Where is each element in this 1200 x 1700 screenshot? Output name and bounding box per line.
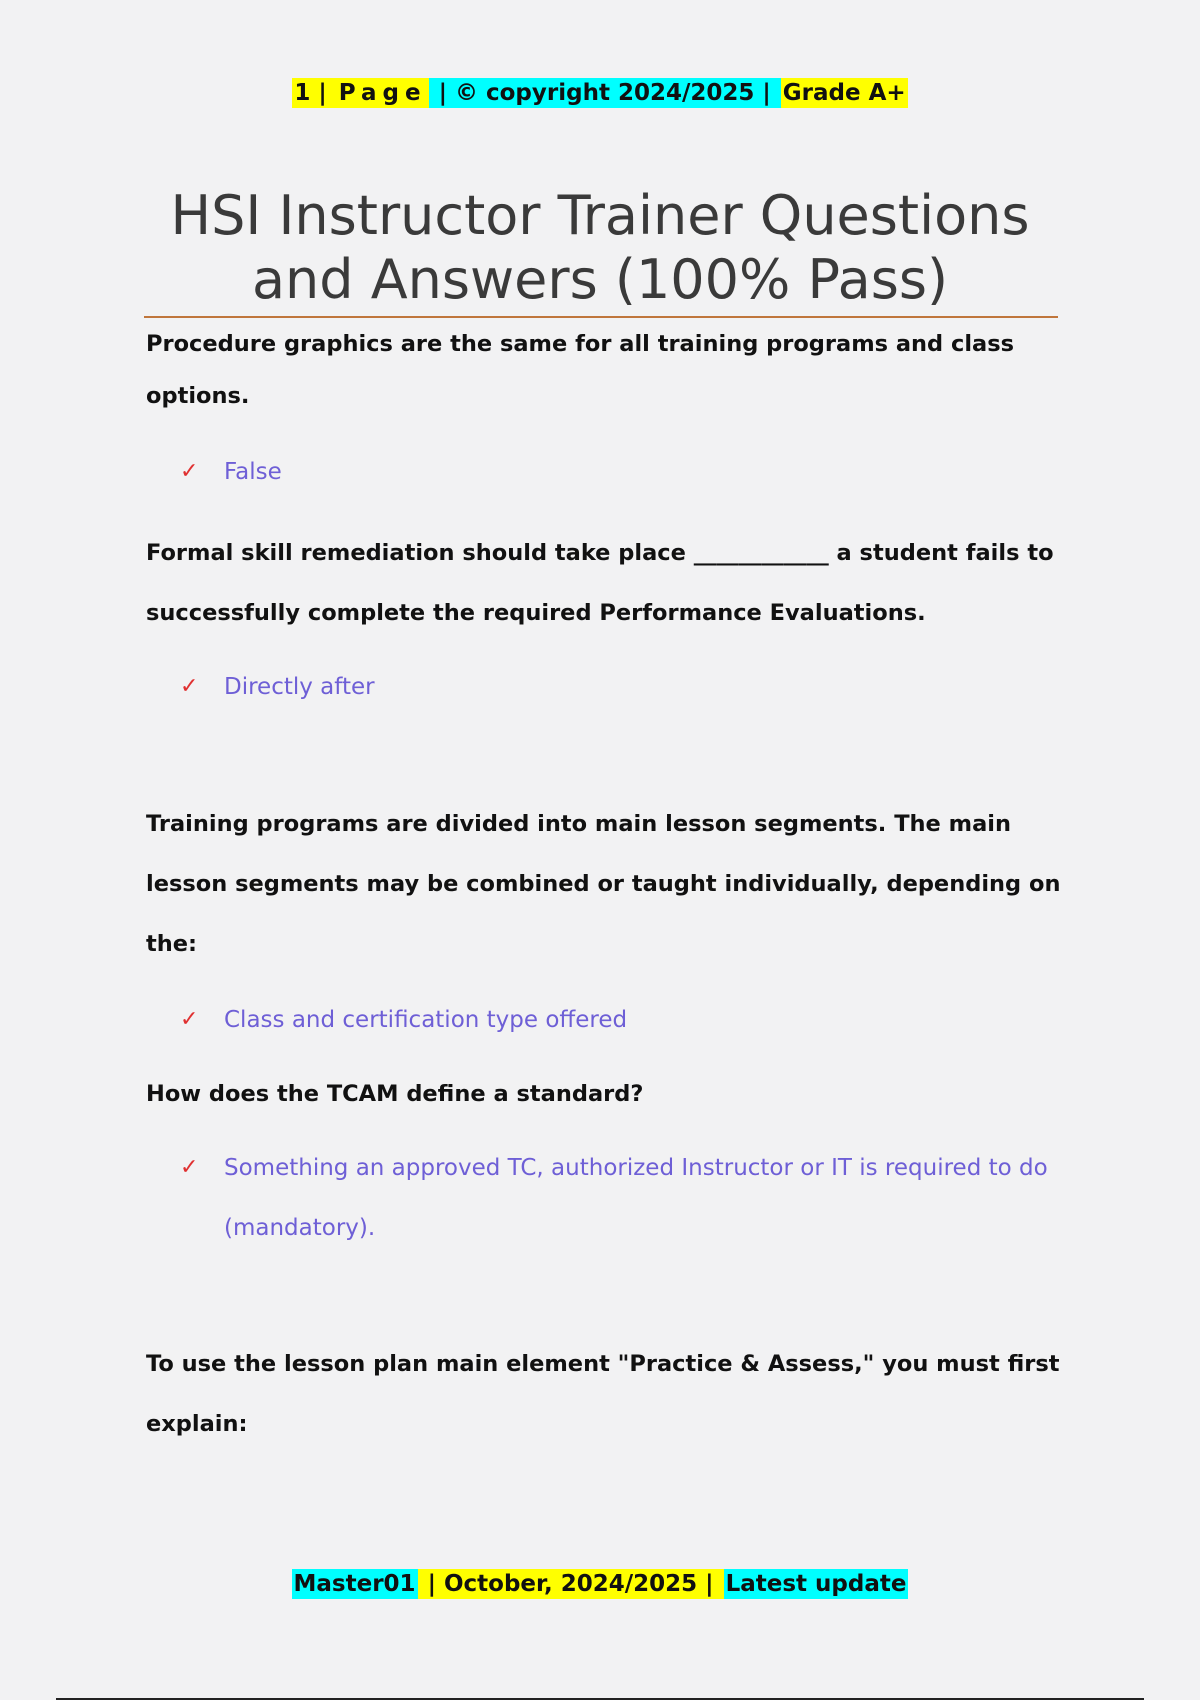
qa-item-2 xyxy=(146,523,1066,717)
page-footer xyxy=(0,1565,1200,1603)
page-header xyxy=(0,74,1200,112)
qa-item-1 xyxy=(146,318,1066,502)
answer-text xyxy=(146,442,1066,502)
grade-badge: Grade A+ xyxy=(782,80,906,106)
copyright-notice: | © copyright 2024/2025 | xyxy=(430,80,779,106)
author-label: Master01 xyxy=(293,1571,416,1597)
check-icon: ✓ xyxy=(180,459,199,484)
check-icon: ✓ xyxy=(180,1155,199,1180)
question-text: How does the TCAM define a standard? xyxy=(146,1081,644,1107)
qa-item-4 xyxy=(146,1064,1066,1258)
update-label: Latest update xyxy=(725,1571,907,1597)
question-text: Procedure graphics are the same for all training programs and class options. xyxy=(146,331,1015,409)
answer-text xyxy=(146,657,1066,717)
qa-item-3 xyxy=(146,794,1066,1050)
question-text: Training programs are divided into main lesson segments. The main lesson segments may be combined or taught individually, depending on the: xyxy=(146,811,1061,957)
qa-item-5 xyxy=(146,1334,1066,1454)
answer-label: Class and certification type offered xyxy=(224,1007,628,1033)
answer-label: Directly after xyxy=(224,674,375,700)
answer-label: Something an approved TC, authorized Instructor or IT is required to do (mandatory). xyxy=(224,1155,1048,1241)
check-icon: ✓ xyxy=(180,1007,199,1032)
answer-text xyxy=(146,1138,1066,1258)
footer-date: | October, 2024/2025 | xyxy=(419,1571,722,1597)
check-icon: ✓ xyxy=(180,674,199,699)
answer-label: False xyxy=(224,459,282,485)
page-number: 1 | xyxy=(294,80,335,106)
page-label: Page xyxy=(338,80,427,106)
question-text: Formal skill remediation should take place ____________ a student fails to successfully complete the required Performance Evaluations. xyxy=(146,540,1054,626)
question-text: To use the lesson plan main element "Practice & Assess," you must first explain: xyxy=(146,1351,1060,1437)
document-title: HSI Instructor Trainer Questions and Answers (100% Pass) xyxy=(170,184,1030,311)
answer-text xyxy=(146,990,1066,1050)
